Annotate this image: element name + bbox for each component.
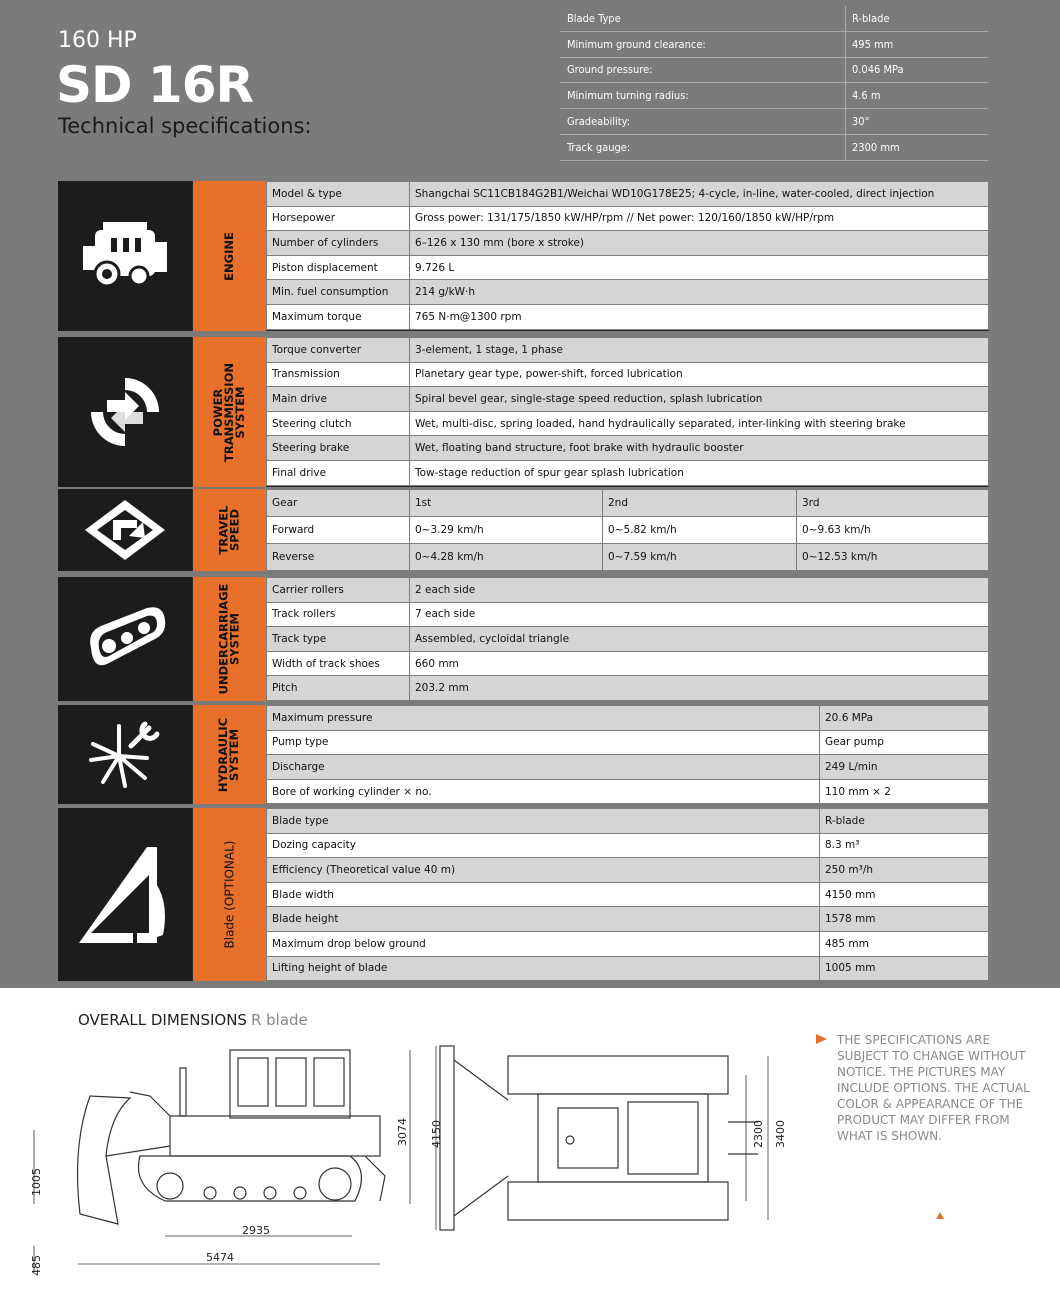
table-row <box>267 833 989 858</box>
spec-value: 3rd <box>797 490 989 517</box>
undercarriage-section <box>58 577 989 701</box>
spec-value: 110 mm × 2 <box>820 779 989 804</box>
spec-value: 250 m³/h <box>820 858 989 883</box>
transmission-label: POWER TRANSMISSION SYSTEM <box>193 337 266 487</box>
spec-value: 249 L/min <box>820 755 989 780</box>
undercarriage-table <box>266 577 989 701</box>
table-row <box>267 627 989 652</box>
summary-label: Minimum ground clearance: <box>560 32 846 57</box>
table-row <box>267 676 989 701</box>
top-view-drawing <box>428 1040 798 1240</box>
engine-section <box>58 181 989 331</box>
spec-value: 8.3 m³ <box>820 833 989 858</box>
dim-blade-width: 4150 <box>430 1120 443 1148</box>
spec-value: Gear pump <box>820 730 989 755</box>
speed-gauge-icon <box>58 489 192 571</box>
summary-row <box>560 58 988 84</box>
blade-table <box>266 808 989 981</box>
blade-section <box>58 808 989 981</box>
table-row <box>267 578 989 603</box>
spec-name: Transmission <box>267 362 410 387</box>
spec-name: Carrier rollers <box>267 578 410 603</box>
spec-name: Pump type <box>267 730 820 755</box>
dimensions-subtitle: R blade <box>250 1011 308 1029</box>
summary-table <box>560 6 988 161</box>
summary-label: Track gauge: <box>560 135 846 160</box>
spec-name: Maximum drop below ground <box>267 931 820 956</box>
dim-drop: 485 <box>30 1255 43 1276</box>
page-subtitle: Technical specifications: <box>58 114 312 138</box>
track-icon <box>58 577 192 701</box>
spec-value: 0~3.29 km/h <box>410 517 603 544</box>
transmission-table <box>266 337 989 486</box>
table-row <box>267 490 989 517</box>
spec-name: Piston displacement <box>267 255 410 280</box>
spec-name: Lifting height of blade <box>267 956 820 981</box>
spec-value: Tow-stage reduction of spur gear splash lubrication <box>410 460 989 485</box>
spec-name: Horsepower <box>267 206 410 231</box>
spec-name: Discharge <box>267 755 820 780</box>
dim-height: 3074 <box>396 1118 409 1146</box>
dim-lift: 1005 <box>30 1168 43 1196</box>
spec-value: 203.2 mm <box>410 676 989 701</box>
spec-value: 660 mm <box>410 651 989 676</box>
spec-value: Shangchai SC11CB184G2B1/Weichai WD10G178E25; 4-cycle, in-line, water-cooled, direct injection <box>410 182 989 207</box>
hydraulic-label: HYDRAULIC SYSTEM <box>193 705 266 804</box>
summary-label: Ground pressure: <box>560 58 846 83</box>
spec-value: 0~5.82 km/h <box>603 517 797 544</box>
table-row <box>267 779 989 804</box>
travel-speed-table <box>266 489 989 571</box>
table-row <box>267 362 989 387</box>
spec-name: Min. fuel consumption <box>267 280 410 305</box>
spec-name: Maximum torque <box>267 304 410 329</box>
dim-width: 3400 <box>774 1120 787 1148</box>
spec-value: 1005 mm <box>820 956 989 981</box>
table-row <box>267 602 989 627</box>
model-name: SD 16R <box>56 56 254 114</box>
table-row <box>267 809 989 834</box>
spec-value: Wet, floating band structure, foot brake with hydraulic booster <box>410 436 989 461</box>
spec-value: 20.6 MPa <box>820 706 989 731</box>
spec-value: Assembled, cycloidal triangle <box>410 627 989 652</box>
summary-label: Gradeability: <box>560 109 846 134</box>
hydraulic-icon <box>58 705 192 804</box>
hydraulic-table <box>266 705 989 804</box>
spec-name: Torque converter <box>267 338 410 363</box>
side-view-drawing <box>20 1036 420 1286</box>
horsepower-label: 160 HP <box>58 28 137 53</box>
spec-name: Maximum pressure <box>267 706 820 731</box>
transmission-section <box>58 337 989 487</box>
summary-value: 2300 mm <box>852 140 900 154</box>
summary-value: R-blade <box>852 11 890 25</box>
spec-value: Wet, multi-disc, spring loaded, hand hydraulically separated, inter-linking with steering brake <box>410 411 989 436</box>
spec-value: 214 g/kW·h <box>410 280 989 305</box>
spec-name: Track type <box>267 627 410 652</box>
disclaimer-note: THE SPECIFICATIONS ARE SUBJECT TO CHANGE WITHOUT NOTICE. THE PICTURES MAY INCLUDE OPTIONS. THE ACTUAL COLOR & APPEARANCE OF THE PRODUCT MAY DIFFER FROM WHAT IS SHOWN. <box>837 1033 1030 1143</box>
spec-value: 2nd <box>603 490 797 517</box>
table-row <box>267 882 989 907</box>
table-row <box>267 931 989 956</box>
spec-name: Track rollers <box>267 602 410 627</box>
table-row <box>267 517 989 544</box>
spec-value: 6–126 x 130 mm (bore x stroke) <box>410 231 989 256</box>
hydraulic-section <box>58 705 989 804</box>
summary-row <box>560 109 988 135</box>
spec-name: Model & type <box>267 182 410 207</box>
travel-speed-section <box>58 489 989 571</box>
table-row <box>267 436 989 461</box>
engine-icon <box>58 181 192 331</box>
spec-value: Gross power: 131/175/1850 kW/HP/rpm // Net power: 120/160/1850 kW/HP/rpm <box>410 206 989 231</box>
table-row <box>267 280 989 305</box>
spec-name: Blade type <box>267 809 820 834</box>
spec-value: 1st <box>410 490 603 517</box>
table-row <box>267 858 989 883</box>
table-row <box>267 755 989 780</box>
spec-name: Steering brake <box>267 436 410 461</box>
table-row <box>267 231 989 256</box>
travel-speed-label: TRAVEL SPEED <box>193 489 266 571</box>
spec-name: Blade height <box>267 907 820 932</box>
arrow-right-icon <box>816 1034 827 1044</box>
summary-row <box>560 32 988 58</box>
engine-table <box>266 181 989 330</box>
table-row <box>267 460 989 485</box>
table-row <box>267 255 989 280</box>
spec-value: Planetary gear type, power-shift, forced lubrication <box>410 362 989 387</box>
spec-name: Steering clutch <box>267 411 410 436</box>
engine-label: ENGINE <box>193 181 266 331</box>
spec-value: 3-element, 1 stage, 1 phase <box>410 338 989 363</box>
table-row <box>267 411 989 436</box>
spec-name: Main drive <box>267 387 410 412</box>
summary-value: 30° <box>852 115 870 129</box>
table-row <box>267 651 989 676</box>
spec-name: Number of cylinders <box>267 231 410 256</box>
summary-row <box>560 83 988 109</box>
spec-name: Final drive <box>267 460 410 485</box>
spec-name: Blade width <box>267 882 820 907</box>
triangle-icon <box>936 1212 944 1219</box>
spec-name: Reverse <box>267 544 410 571</box>
spec-value: 9.726 L <box>410 255 989 280</box>
spec-value: 765 N·m@1300 rpm <box>410 304 989 329</box>
spec-value: 0~12.53 km/h <box>797 544 989 571</box>
table-row <box>267 730 989 755</box>
spec-value: 0~4.28 km/h <box>410 544 603 571</box>
blade-icon <box>58 808 192 981</box>
table-row <box>267 956 989 981</box>
spec-name: Pitch <box>267 676 410 701</box>
blade-label: Blade (OPTIONAL) <box>193 808 266 981</box>
table-row <box>267 706 989 731</box>
spec-name: Dozing capacity <box>267 833 820 858</box>
spec-name: Width of track shoes <box>267 651 410 676</box>
spec-name: Bore of working cylinder × no. <box>267 779 820 804</box>
spec-name: Forward <box>267 517 410 544</box>
spec-value: 7 each side <box>410 602 989 627</box>
spec-value: 0~7.59 km/h <box>603 544 797 571</box>
summary-row <box>560 6 988 32</box>
summary-value: 0.046 MPa <box>852 63 904 77</box>
summary-label: Minimum turning radius: <box>560 83 846 108</box>
table-row <box>267 338 989 363</box>
table-row <box>267 907 989 932</box>
table-row <box>267 182 989 207</box>
dim-gauge: 2300 <box>752 1120 765 1148</box>
spec-value: 4150 mm <box>820 882 989 907</box>
spec-value: 485 mm <box>820 931 989 956</box>
table-row <box>267 387 989 412</box>
spec-value: Spiral bevel gear, single-stage speed reduction, splash lubrication <box>410 387 989 412</box>
dim-track-length: 2935 <box>242 1224 270 1237</box>
transmission-icon <box>58 337 192 487</box>
table-row <box>267 206 989 231</box>
spec-value: 2 each side <box>410 578 989 603</box>
spec-name: Efficiency (Theoretical value 40 m) <box>267 858 820 883</box>
summary-value: 495 mm <box>852 37 894 51</box>
spec-value: 1578 mm <box>820 907 989 932</box>
spec-name: Gear <box>267 490 410 517</box>
undercarriage-label: UNDERCARRIAGE SYSTEM <box>193 577 266 701</box>
summary-label: Blade Type <box>560 6 846 31</box>
table-row <box>267 544 989 571</box>
table-row <box>267 304 989 329</box>
dim-overall-length: 5474 <box>206 1251 234 1264</box>
summary-row <box>560 135 988 161</box>
spec-value: R-blade <box>820 809 989 834</box>
dimensions-title: OVERALL DIMENSIONS R blade <box>78 1011 308 1029</box>
summary-value: 4.6 m <box>852 89 881 103</box>
spec-value: 0~9.63 km/h <box>797 517 989 544</box>
